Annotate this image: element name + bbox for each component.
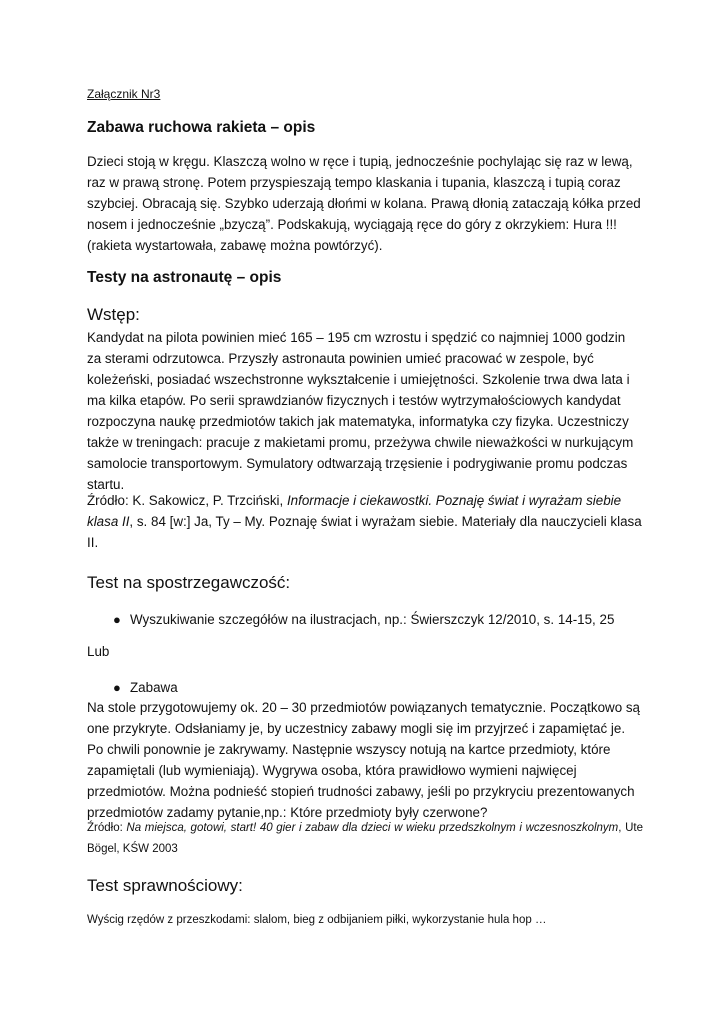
bullet-icon: ● [113,680,121,695]
fitness-test-heading: Test sprawnościowy: [87,876,243,895]
bullet-text: Zabawa [130,680,178,695]
game-description: Na stole przygotowujemy ok. 20 – 30 przedmiotów powiązanych tematycznie. Początkowo są one przykryte. Odsłaniamy je, by uczestnicy zabawy mogli się im przyjrzeć i zapamiętać je. Po chwili ponownie je zakrywamy. Następnie wszyscy notują na kartce przedmioty, które zapamiętali (lub wymieniają). Wygrywa osoba, która prawidłowo wymieni najwięcej przedmiotów. Można podnieść stopień trudności zabawy, jeśli po przykryciu prezentowanych przedmiotów zadamy pytanie,np.: Które przedmioty były czerwone? [87,700,641,820]
section-title-rocket: Zabawa ruchowa rakieta – opis [87,119,316,136]
annex-label: Załącznik Nr3 [87,87,161,101]
source-prefix: Źródło: K. Sakowicz, P. Trzciński, [87,493,287,508]
bullet-item [113,609,614,630]
intro-heading: Wstęp: [87,305,140,324]
or-label: Lub [87,644,110,659]
intro-source [87,490,643,553]
bullet-icon: ● [113,612,121,627]
intro-body: Kandydat na pilota powinien mieć 165 – 195 cm wzrostu i spędzić co najmniej 1000 godzin za sterami odrzutowca. Przyszły astronauta powinien umieć pracować w zespole, być koleżeński, posiadać wszechstronne wykształcenie i umiejętności. Szkolenie trwa dwa lata i ma kilka etapów. Po serii sprawdzianów fizycznych i testów wytrzymałościowych kandydat rozpoczyna naukę przedmiotów takich jak matematyka, informatyka czy fizyka. Uczestniczy także w treningach: pracuje z makietami promu, przeżywa chwile nieważkości w nurkującym samolocie transportowym. Symulatory odtwarzają trzęsienie i podrygiwanie promu podczas startu. [87,330,634,492]
section-title-astronaut: Testy na astronautę – opis [87,269,282,286]
source-suffix: , s. 84 [w:] Ja, Ty – My. Poznaję świat i wyrażam siebie. Materiały dla nauczycieli klasa II. [87,514,642,550]
source-title: Informacje i ciekawostki. Poznaję świat i wyrażam siebie klasa II [87,493,622,529]
source-prefix: Źródło: [87,822,127,834]
perception-test-heading: Test na spostrzegawczość: [87,573,291,592]
fitness-test-body: Wyścig rzędów z przeszkodami: slalom, bieg z odbijaniem piłki, wykorzystanie hula hop … [87,914,547,926]
source-title: Na miejsca, gotowi, start! 40 gier i zabaw dla dzieci w wieku przedszkolnym i wczesnoszkolnym [126,822,619,834]
bullet-text: Wyszukiwanie szczegółów na ilustracjach, np.: Świerszczyk 12/2010, s. 14-15, 25 [130,612,615,627]
bullet-item [113,677,178,698]
rocket-description: Dzieci stoją w kręgu. Klaszczą wolno w ręce i tupią, jednocześnie pochylając się raz w lewą, raz w prawą stronę. Potem przyspieszają tempo klaskania i tupania, klaszczą i tupią coraz szybciej. Obracają się. Szybko uderzają dłońmi w kolana. Prawą dłonią zataczają kółka przed nosem i jednocześnie „bzyczą”. Podskakują, wyciągają ręce do góry z okrzykiem: Hura !!! (rakieta wystartowała, zabawę można powtórzyć). [87,154,641,253]
game-source [87,818,643,860]
source-suffix: , Ute Bögel, KŚW 2003 [87,822,643,855]
